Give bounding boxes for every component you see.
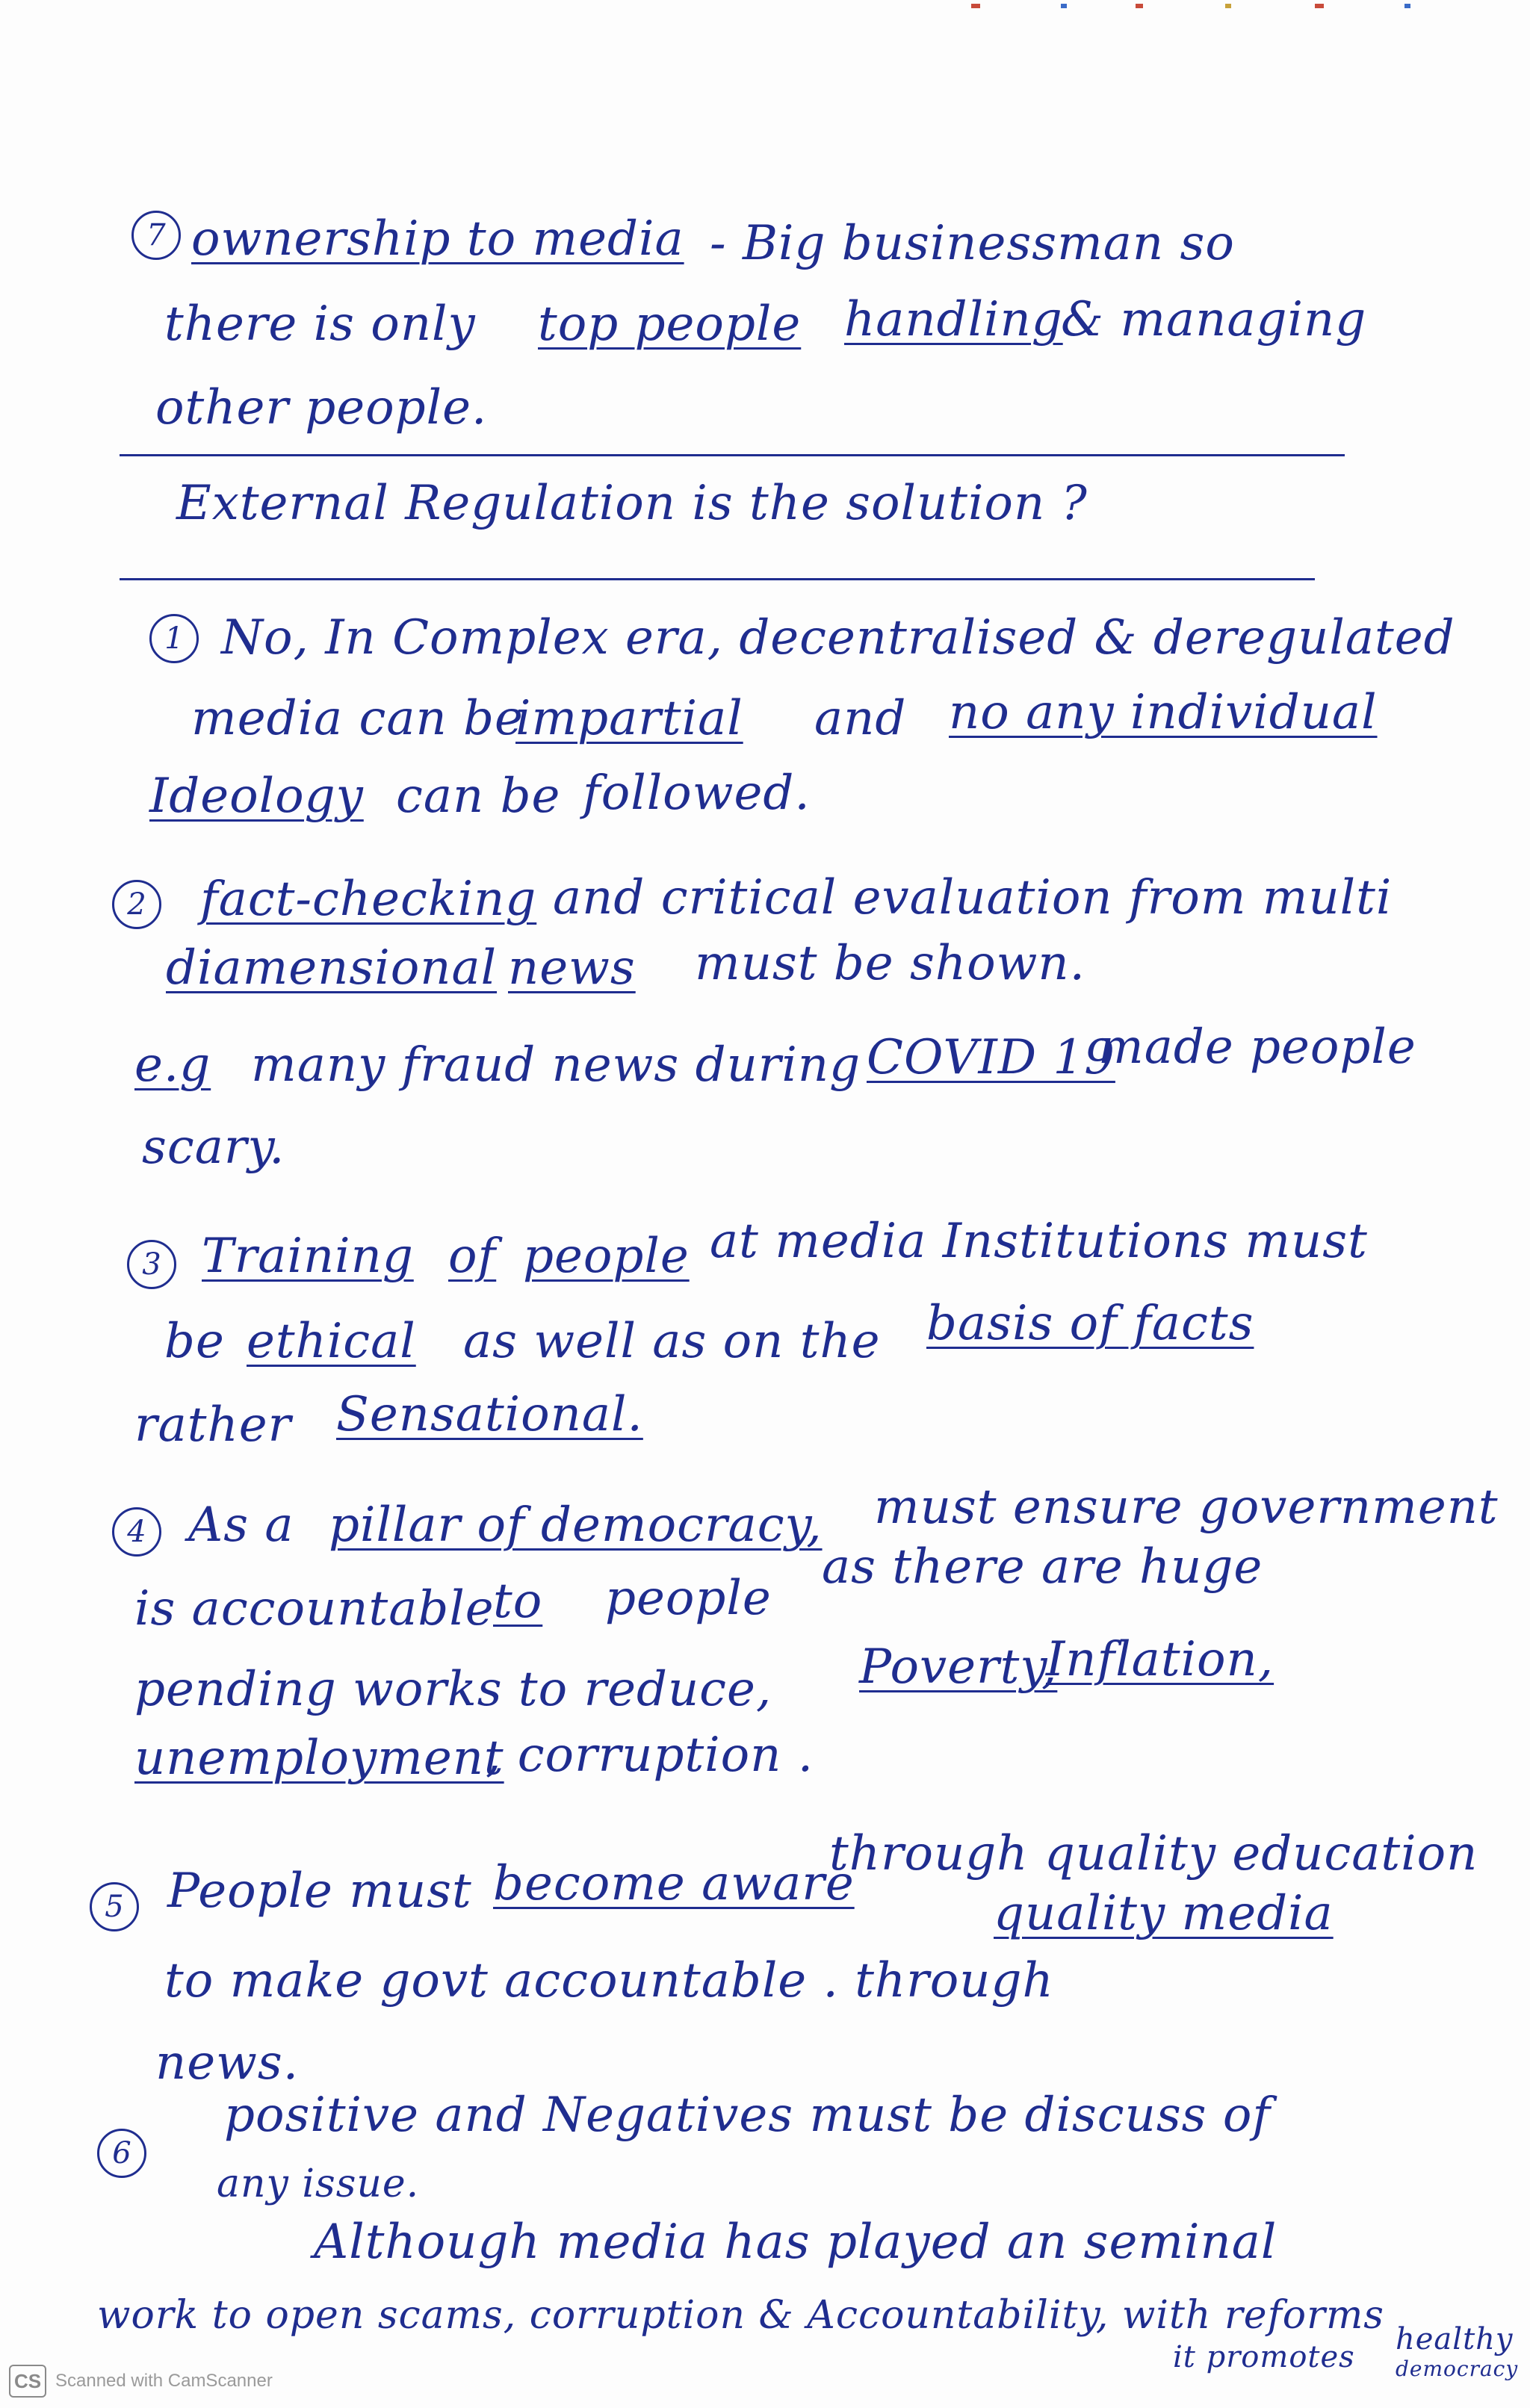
- header-line2-handling: handling: [844, 292, 1063, 347]
- point2-fact-checking: fact-checking: [200, 872, 537, 927]
- point4-accountable: is accountable: [134, 1581, 495, 1636]
- header-line1-rest: - Big businessman so: [710, 216, 1235, 271]
- closing-democracy: democracy: [1396, 2356, 1519, 2381]
- point5-line2-a: to make govt accountable . through: [164, 1953, 1054, 2008]
- point2-line3-a: many fraud news during: [251, 1037, 861, 1093]
- point4-people: people: [605, 1571, 772, 1626]
- point2-line1-rest: and critical evaluation from multi: [553, 870, 1393, 925]
- point-number-4: 4: [112, 1507, 161, 1557]
- closing-healthy: healthy: [1396, 2322, 1514, 2356]
- camscanner-watermark: [9, 2365, 273, 2398]
- point4-line3-a: pending works to reduce,: [134, 1662, 772, 1717]
- point-number-5: 5: [90, 1882, 139, 1931]
- point1-line1: No, In Complex era, decentralised & deregulated: [221, 610, 1455, 665]
- point6-line2: any issue.: [217, 2162, 420, 2206]
- point5-people-must: People must: [167, 1864, 472, 1919]
- header-line2-top-people: top people: [538, 297, 802, 352]
- point1-line3-canbe: can be: [396, 769, 561, 824]
- point-number-3: 3: [127, 1240, 176, 1289]
- point3-sensational: Sensational.: [336, 1387, 643, 1442]
- point2-line3-rest: made people: [1098, 1020, 1416, 1075]
- section-divider-top: [120, 454, 1345, 456]
- point4-line1-rest: must ensure government: [874, 1480, 1499, 1535]
- point3-be: be: [164, 1314, 225, 1369]
- point2-line4: scary.: [142, 1120, 285, 1175]
- point5-news: news.: [155, 2035, 300, 2091]
- point6-line1: positive and Negatives must be discuss of: [224, 2088, 1272, 2143]
- section-divider-bottom: [120, 578, 1315, 580]
- closing-line3: it promotes: [1173, 2340, 1355, 2374]
- point2-news: news: [508, 940, 636, 996]
- point4-inflation: Inflation,: [1046, 1632, 1275, 1687]
- point-number-7: 7: [131, 211, 181, 260]
- point1-line3-followed: followed.: [583, 766, 811, 821]
- point3-training: Training: [202, 1229, 414, 1284]
- point-number-2: 2: [112, 880, 161, 929]
- point4-pillar-of-democracy: pillar of democracy,: [329, 1498, 823, 1553]
- point4-corruption: , corruption .: [486, 1728, 814, 1783]
- point1-line2-a: media can be: [191, 691, 524, 746]
- scan-edge-strip: [0, 0, 1530, 6]
- point3-line1-rest: at media Institutions must: [710, 1214, 1368, 1269]
- point2-diamensional: diamensional: [166, 940, 498, 996]
- question-heading: External Regulation is the solution ?: [176, 476, 1088, 531]
- point1-line2-individual: no any individual: [949, 685, 1378, 740]
- header-line3: other people.: [155, 380, 488, 435]
- point3-of: of: [448, 1229, 497, 1284]
- point3-rather: rather: [134, 1397, 292, 1453]
- header-line2-a: there is only: [164, 297, 476, 352]
- camscanner-logo: CS: [9, 2365, 46, 2398]
- point-number-6: 6: [97, 2129, 146, 2178]
- camscanner-text: Scanned with CamScanner: [55, 2371, 273, 2391]
- point2-line2-rest: must be shown.: [695, 936, 1085, 991]
- point4-as-a: As a: [188, 1498, 294, 1553]
- point3-line2-mid: as well as on the: [463, 1314, 881, 1369]
- closing-line2: work to open scams, corruption & Accountability, with reforms: [97, 2293, 1384, 2338]
- point1-line2-and: and: [814, 691, 907, 746]
- point3-people: people: [523, 1229, 690, 1284]
- point4-poverty: Poverty,: [859, 1639, 1058, 1695]
- point3-ethical: ethical: [247, 1314, 416, 1369]
- point5-become-aware: become aware: [493, 1856, 855, 1911]
- point4-unemployment: unemployment: [134, 1731, 504, 1786]
- point5-line1-rest: through quality education: [829, 1826, 1478, 1881]
- point4-line2-rest: as there are huge: [822, 1539, 1263, 1595]
- point4-to: to: [493, 1574, 543, 1629]
- point-number-1: 1: [149, 614, 199, 663]
- point2-covid: COVID 19: [867, 1030, 1115, 1085]
- point1-line2-impartial: impartial: [515, 691, 743, 746]
- header-line1-topic: ownership to media: [191, 211, 684, 267]
- point2-eg: e.g: [134, 1037, 211, 1093]
- header-line2-managing: & managing: [1061, 292, 1367, 347]
- point1-line3-ideology: Ideology: [149, 769, 364, 824]
- point3-basis-of-facts: basis of facts: [926, 1296, 1254, 1351]
- closing-line1: Although media has played an seminal: [314, 2215, 1277, 2270]
- point5-quality-media: quality media: [994, 1886, 1334, 1941]
